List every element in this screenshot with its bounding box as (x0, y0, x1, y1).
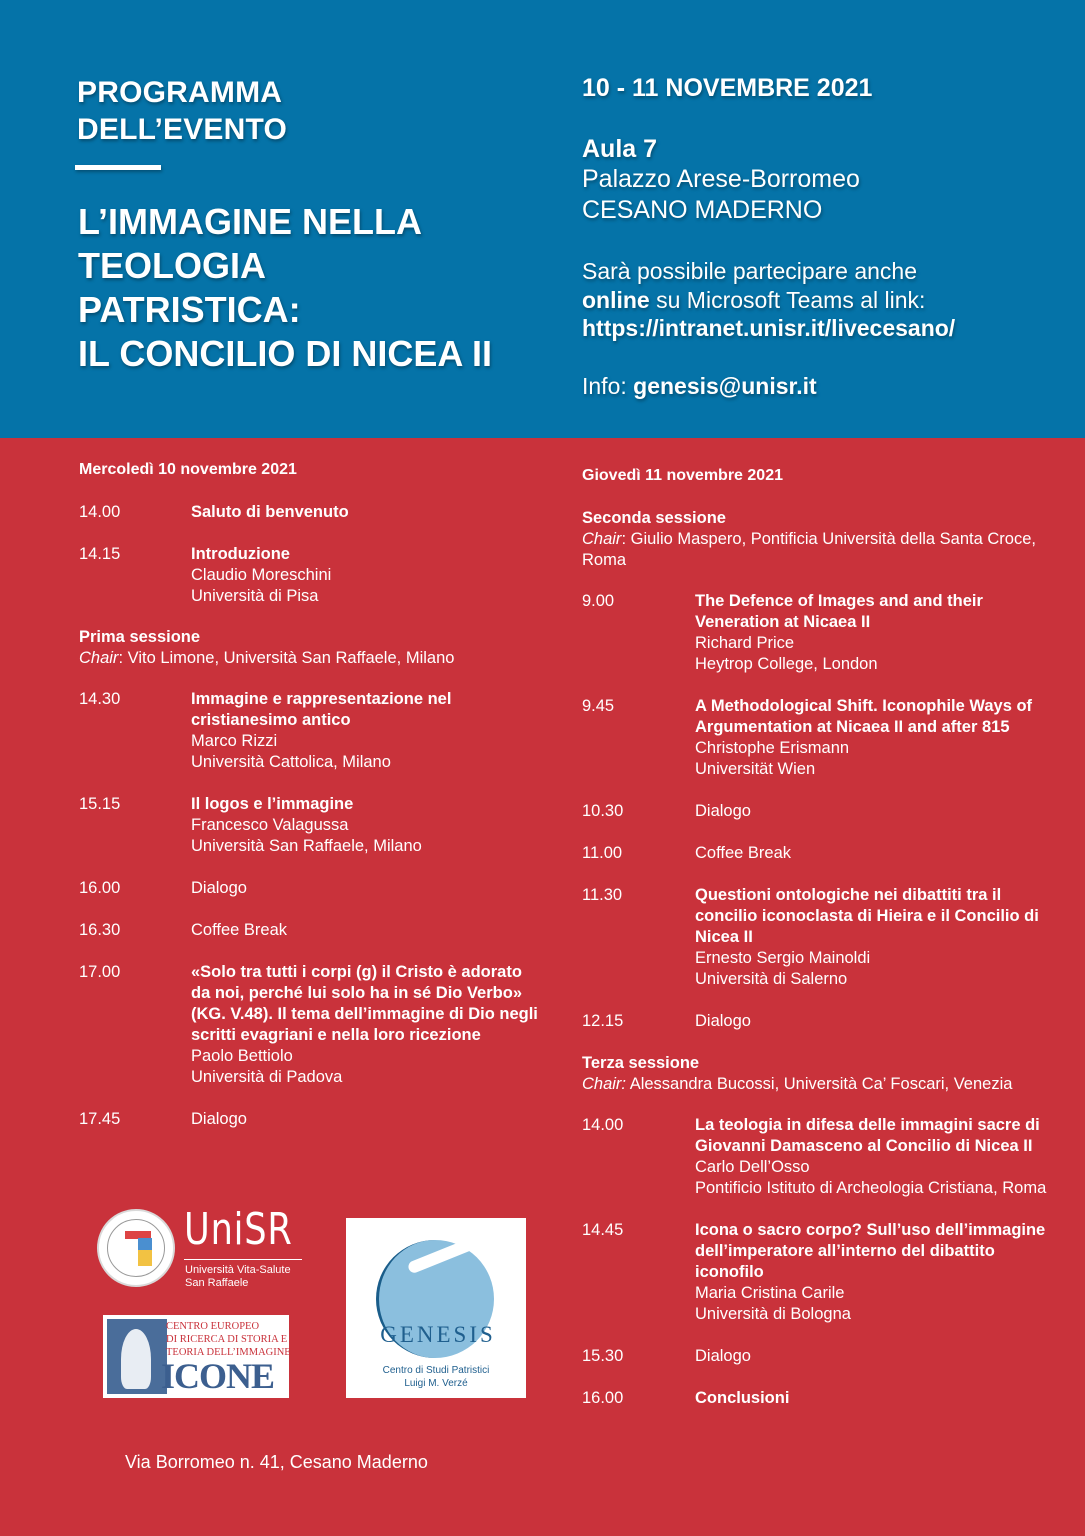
chair-text: : Giulio Maspero, Pontificia Università della Santa Croce, Roma (582, 530, 1036, 569)
item-time: 14.15 (79, 545, 121, 563)
talk-title: Immagine e rappresentazione nel cristianesimo antico (191, 690, 452, 729)
event-details (582, 72, 1062, 400)
item-label: Saluto di benvenuto (191, 503, 349, 521)
schedule-item (582, 1220, 1052, 1325)
icone-logo (103, 1315, 289, 1398)
genesis-logo (346, 1218, 526, 1398)
item-label: Coffee Break (191, 921, 288, 939)
session-chair (582, 1074, 1052, 1095)
item-affiliation: Università Cattolica, Milano (191, 753, 391, 771)
event-venue: Palazzo Arese-Borromeo (582, 165, 860, 193)
item-time: 17.00 (79, 963, 121, 981)
session-terza (582, 1053, 1052, 1095)
item-label: Introduzione (191, 545, 290, 563)
schedule-item (582, 1115, 1052, 1199)
genesis-subtitle-line: Centro di Studi Patristici (382, 1365, 490, 1376)
talk-title: Icona o sacro corpo? Sull’uso dell’immagine dell’imperatore all’interno del dibattito iconofilo (695, 1221, 1046, 1281)
item-label: Dialogo (695, 1012, 751, 1030)
item-time: 12.15 (582, 1012, 624, 1030)
item-speaker: Paolo Bettiolo (191, 1047, 293, 1065)
schedule-item (582, 1388, 1052, 1409)
moses-statue-icon (107, 1319, 167, 1394)
schedule-item (79, 689, 539, 773)
day1-column (79, 460, 539, 1151)
icone-wordmark: ICONE (161, 1356, 275, 1396)
info-label: Info: (582, 372, 634, 399)
day2-heading: Giovedì 11 novembre 2021 (582, 467, 783, 484)
talk-title: A Methodological Shift. Iconophile Ways of Argumentation at Nicaea II and after 815 (695, 697, 1033, 736)
icone-line: DI RICERCA DI STORIA E (166, 1334, 288, 1345)
teams-link[interactable] (582, 314, 1062, 343)
session-name: Seconda sessione (582, 509, 726, 527)
item-affiliation: Pontificio Istituto di Archeologia Cristiana, Roma (695, 1179, 1047, 1197)
event-title (78, 200, 492, 376)
schedule-item (582, 696, 1052, 780)
item-speaker: Marco Rizzi (191, 732, 278, 750)
session-seconda (582, 508, 1052, 571)
item-label: Coffee Break (695, 844, 792, 862)
item-time: 14.00 (582, 1116, 624, 1134)
item-time: 11.00 (582, 844, 623, 862)
online-line-2-rest: su Microsoft Teams al link: (649, 286, 926, 313)
item-speaker: Christophe Erismann (695, 739, 850, 757)
item-label: Dialogo (191, 879, 247, 897)
schedule-item (582, 1011, 1052, 1032)
unisr-subtitle (185, 1264, 291, 1290)
item-time: 14.30 (79, 690, 121, 708)
title-line: IL CONCILIO DI NICEA II (78, 333, 493, 374)
schedule-item (79, 920, 539, 941)
genesis-subtitle-line: Luigi M. Verzé (404, 1378, 468, 1389)
contact-info (582, 372, 1062, 400)
session-prima (79, 627, 539, 669)
item-speaker: Ernesto Sergio Mainoldi (695, 949, 871, 967)
unisr-subtitle-line: Università Vita-Salute (185, 1264, 291, 1276)
schedule-item (582, 885, 1052, 990)
event-city: CESANO MADERNO (582, 196, 823, 224)
item-affiliation: Università di Pisa (191, 587, 319, 605)
item-speaker: Claudio Moreschini (191, 566, 332, 584)
item-time: 17.45 (79, 1110, 121, 1128)
unisr-logo (96, 1205, 311, 1295)
icone-line: TEORIA DELL’IMMAGINE (166, 1347, 291, 1358)
program-label-line: PROGRAMMA (77, 76, 283, 109)
talk-title: «Solo tra tutti i corpi (g) il Cristo è adorato da noi, perché lui solo ha in sé Dio Verbo» (KG. V.48). Il tema dell’immagine di Dio negli scritti evagriani e nella loro ricezione (191, 963, 538, 1044)
schedule-item (79, 1109, 539, 1130)
unisr-subtitle-line: San Raffaele (185, 1277, 249, 1289)
chair-text: Alessandra Bucossi, Università Ca’ Foscari, Venezia (626, 1075, 1013, 1093)
item-affiliation: Università di Padova (191, 1068, 343, 1086)
item-label: Dialogo (191, 1110, 247, 1128)
item-label: Conclusioni (695, 1389, 790, 1407)
program-label (77, 74, 287, 148)
item-time: 14.45 (582, 1221, 624, 1239)
schedule-item (79, 794, 539, 857)
item-time: 14.00 (79, 503, 121, 521)
session-chair (79, 648, 539, 669)
day1-heading: Mercoledì 10 novembre 2021 (79, 461, 297, 478)
item-speaker: Richard Price (695, 634, 795, 652)
item-affiliation: Università di Salerno (695, 970, 848, 988)
session-chair (582, 529, 1052, 571)
event-date: 10 - 11 NOVEMBRE 2021 (582, 74, 873, 102)
day2-column (582, 466, 1052, 1430)
item-affiliation: Università San Raffaele, Milano (191, 837, 422, 855)
info-email[interactable]: genesis@unisr.it (633, 372, 817, 399)
talk-title: La teologia in difesa delle immagini sacre di Giovanni Damasceno al Concilio di Nicea II (695, 1116, 1040, 1155)
schedule-item (79, 878, 539, 899)
item-time: 9.45 (582, 697, 615, 715)
item-time: 16.30 (79, 921, 121, 939)
title-line: L’IMMAGINE NELLA (78, 201, 422, 242)
title-line: TEOLOGIA (78, 245, 266, 286)
item-speaker: Carlo Dell’Osso (695, 1158, 810, 1176)
online-line-2 (582, 286, 1062, 315)
item-time: 16.00 (582, 1389, 624, 1407)
item-time: 15.30 (582, 1347, 624, 1365)
online-info (582, 257, 1062, 343)
item-time: 15.15 (79, 795, 121, 813)
teams-link-text[interactable]: https://intranet.unisr.it/livecesano/ (582, 315, 956, 341)
session-name: Terza sessione (582, 1054, 700, 1072)
item-time: 11.30 (582, 886, 623, 904)
genesis-subtitle (346, 1364, 526, 1390)
item-speaker: Francesco Valagussa (191, 816, 349, 834)
online-bold: online (582, 286, 650, 313)
divider (75, 165, 161, 170)
program-label-line: DELL’EVENTO (77, 113, 288, 146)
chair-text: : Vito Limone, Università San Raffaele, Milano (118, 649, 455, 667)
icone-subtitle (166, 1320, 291, 1359)
chair-label: Chair: (582, 1075, 627, 1093)
chair-label: Chair (582, 530, 622, 548)
item-time: 10.30 (582, 802, 624, 820)
schedule-item (79, 502, 539, 523)
schedule-item (582, 1346, 1052, 1367)
unisr-rule (184, 1259, 302, 1260)
item-affiliation: Università di Bologna (695, 1305, 851, 1323)
talk-title: The Defence of Images and and their Veneration at Nicaea II (695, 592, 983, 631)
schedule-item (582, 591, 1052, 675)
chair-label: Chair (79, 649, 119, 667)
event-room: Aula 7 (582, 135, 658, 163)
unisr-seal-icon (97, 1209, 175, 1287)
item-time: 16.00 (79, 879, 121, 897)
item-speaker: Maria Cristina Carile (695, 1284, 845, 1302)
item-affiliation: Universität Wien (695, 760, 816, 778)
schedule-item (79, 544, 539, 607)
talk-title: Questioni ontologiche nei dibattiti tra il concilio iconoclasta di Hieira e il Concilio di Nicea II (695, 886, 1039, 946)
partner-logos (96, 1205, 536, 1405)
icone-line: CENTRO EUROPEO (166, 1321, 260, 1332)
venue-address: Via Borromeo n. 41, Cesano Maderno (125, 1452, 428, 1472)
item-label: Dialogo (695, 1347, 751, 1365)
item-time: 9.00 (582, 592, 615, 610)
title-line: PATRISTICA: (78, 289, 301, 330)
unisr-wordmark: UniSR (184, 1204, 293, 1255)
item-label: Dialogo (695, 802, 751, 820)
online-line-1: Sarà possibile partecipare anche (582, 258, 917, 284)
schedule-item (582, 801, 1052, 822)
schedule-item (79, 962, 539, 1088)
item-affiliation: Heytrop College, London (695, 655, 878, 673)
session-name: Prima sessione (79, 628, 201, 646)
talk-title: Il logos e l’immagine (191, 795, 354, 813)
schedule-item (582, 843, 1052, 864)
genesis-wordmark: GENESIS (380, 1322, 496, 1347)
